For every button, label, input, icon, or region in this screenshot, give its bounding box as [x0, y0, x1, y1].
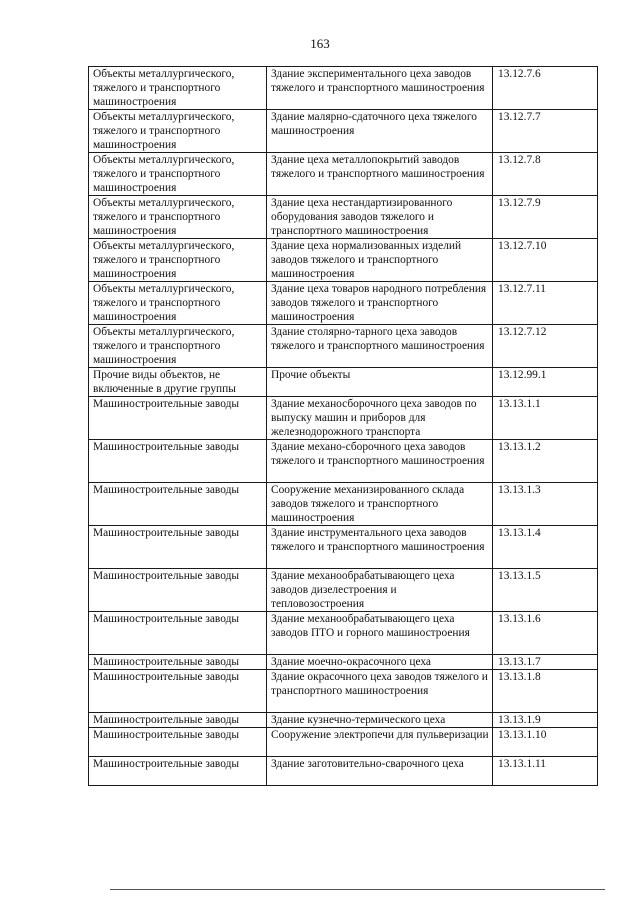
code-cell: 13.13.1.1 [493, 397, 598, 440]
object-type-cell: Машиностроительные заводы [89, 440, 267, 483]
code-cell: 13.13.1.11 [493, 757, 598, 786]
table-row [89, 713, 598, 728]
code-cell: 13.12.7.6 [493, 67, 598, 110]
table-row [89, 153, 598, 196]
table-row [89, 757, 598, 786]
code-cell: 13.13.1.10 [493, 728, 598, 757]
building-cell: Здание кузнечно-термического цеха [267, 713, 493, 728]
table-row [89, 612, 598, 655]
building-cell: Здание механосборочного цеха заводов по выпуску машин и приборов для железнодорожного транспорта [267, 397, 493, 440]
code-cell: 13.12.7.11 [493, 282, 598, 325]
code-cell: 13.12.7.8 [493, 153, 598, 196]
building-cell: Здание механообрабатывающего цеха заводов дизелестроения и тепловозостроения [267, 569, 493, 612]
building-cell: Здание малярно-сдаточного цеха тяжелого машиностроения [267, 110, 493, 153]
object-classification-table [88, 66, 598, 786]
object-type-cell: Машиностроительные заводы [89, 612, 267, 655]
object-type-cell: Машиностроительные заводы [89, 483, 267, 526]
code-cell: 13.12.7.10 [493, 239, 598, 282]
table-row [89, 110, 598, 153]
code-cell: 13.13.1.9 [493, 713, 598, 728]
table-row [89, 526, 598, 569]
table-row [89, 655, 598, 670]
page-number: 163 [310, 36, 330, 51]
building-cell: Прочие объекты [267, 368, 493, 397]
code-cell: 13.12.7.12 [493, 325, 598, 368]
building-cell: Здание инструментального цеха заводов тяжелого и транспортного машиностроения [267, 526, 493, 569]
object-type-cell: Объекты металлургического, тяжелого и транспортного машиностроения [89, 239, 267, 282]
code-cell: 13.12.99.1 [493, 368, 598, 397]
building-cell: Здание моечно-окрасочного цеха [267, 655, 493, 670]
table-row [89, 397, 598, 440]
object-type-cell: Машиностроительные заводы [89, 397, 267, 440]
table-row [89, 728, 598, 757]
table-row [89, 325, 598, 368]
table-row [89, 483, 598, 526]
object-type-cell: Объекты металлургического, тяжелого и транспортного машиностроения [89, 196, 267, 239]
building-cell: Здание окрасочного цеха заводов тяжелого и транспортного машиностроения [267, 670, 493, 713]
building-cell: Здание цеха нормализованных изделий заводов тяжелого и транспортного машиностроения [267, 239, 493, 282]
building-cell: Здание цеха товаров народного потребления заводов тяжелого и транспортного машиностроения [267, 282, 493, 325]
object-type-cell: Машиностроительные заводы [89, 728, 267, 757]
code-cell: 13.13.1.8 [493, 670, 598, 713]
object-type-cell: Объекты металлургического, тяжелого и транспортного машиностроения [89, 325, 267, 368]
bottom-rule [110, 889, 605, 890]
code-cell: 13.13.1.4 [493, 526, 598, 569]
table-row [89, 670, 598, 713]
object-type-cell: Машиностроительные заводы [89, 757, 267, 786]
building-cell: Сооружение электропечи для пульверизации [267, 728, 493, 757]
building-cell: Здание столярно-тарного цеха заводов тяжелого и транспортного машиностроения [267, 325, 493, 368]
object-type-cell: Объекты металлургического, тяжелого и транспортного машиностроения [89, 282, 267, 325]
code-cell: 13.12.7.9 [493, 196, 598, 239]
table-row [89, 196, 598, 239]
code-cell: 13.13.1.3 [493, 483, 598, 526]
building-cell: Здание механообрабатывающего цеха заводов ПТО и горного машиностроения [267, 612, 493, 655]
object-type-cell: Объекты металлургического, тяжелого и транспортного машиностроения [89, 67, 267, 110]
table-row [89, 368, 598, 397]
object-type-cell: Машиностроительные заводы [89, 670, 267, 713]
code-cell: 13.12.7.7 [493, 110, 598, 153]
building-cell: Здание заготовительно-сварочного цеха [267, 757, 493, 786]
table-row [89, 239, 598, 282]
building-cell: Здание цеха металлопокрытий заводов тяжелого и транспортного машиностроения [267, 153, 493, 196]
building-cell: Здание цеха нестандартизированного оборудования заводов тяжелого и транспортного машиностроения [267, 196, 493, 239]
table-row [89, 282, 598, 325]
building-cell: Здание экспериментального цеха заводов тяжелого и транспортного машиностроения [267, 67, 493, 110]
building-cell: Здание механо-сборочного цеха заводов тяжелого и транспортного машиностроения [267, 440, 493, 483]
object-type-cell: Прочие виды объектов, не включенные в другие группы [89, 368, 267, 397]
table-row [89, 569, 598, 612]
object-type-cell: Объекты металлургического, тяжелого и транспортного машиностроения [89, 110, 267, 153]
object-type-cell: Машиностроительные заводы [89, 569, 267, 612]
code-cell: 13.13.1.6 [493, 612, 598, 655]
object-type-cell: Машиностроительные заводы [89, 713, 267, 728]
table-row [89, 440, 598, 483]
object-type-cell: Машиностроительные заводы [89, 655, 267, 670]
building-cell: Сооружение механизированного склада заводов тяжелого и транспортного машиностроения [267, 483, 493, 526]
code-cell: 13.13.1.7 [493, 655, 598, 670]
object-type-cell: Машиностроительные заводы [89, 526, 267, 569]
table-row [89, 67, 598, 110]
object-type-cell: Объекты металлургического, тяжелого и транспортного машиностроения [89, 153, 267, 196]
code-cell: 13.13.1.5 [493, 569, 598, 612]
code-cell: 13.13.1.2 [493, 440, 598, 483]
